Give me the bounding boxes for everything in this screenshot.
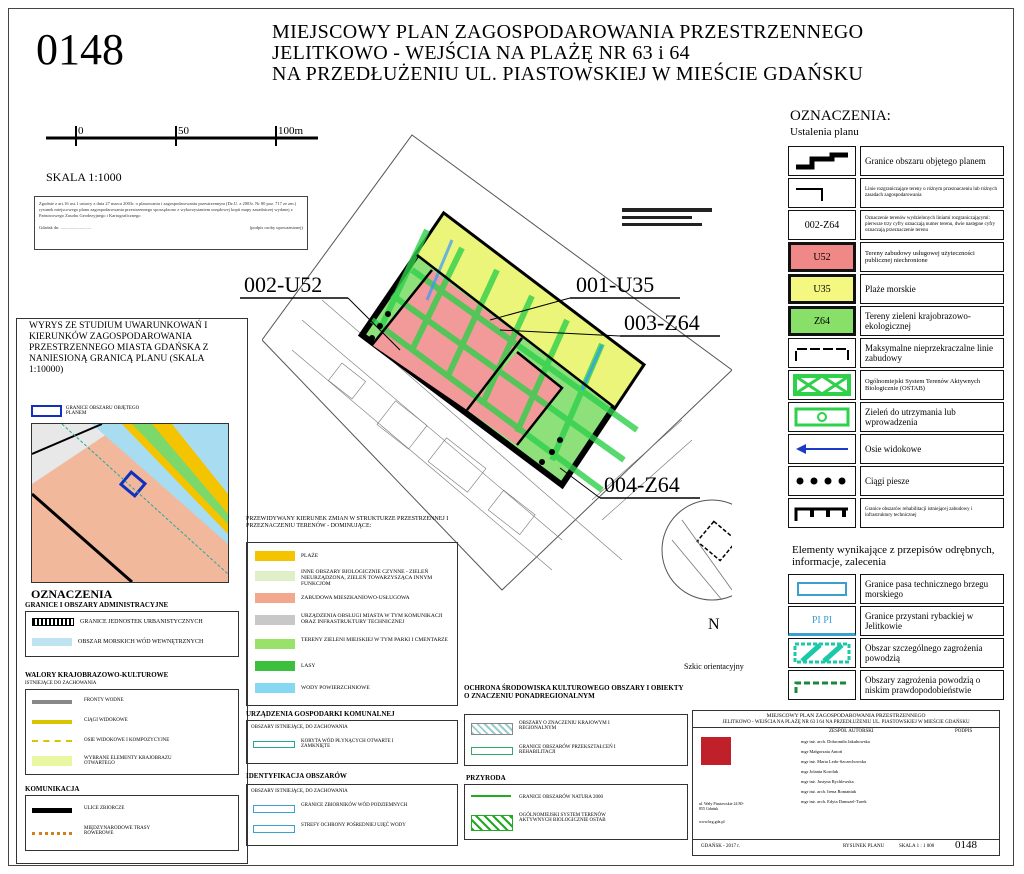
przyroda-item-2: OGÓLNOMIEJSKI SYSTEM TERENÓW AKTYWNYCH BIOLOGICZNIE OSTAB	[519, 813, 606, 823]
przyroda-title: PRZYRODA	[466, 774, 506, 782]
cl-swatch-0	[255, 551, 295, 561]
study-boundary-label: GRANICE OBSZARU OBJĘTEGO PLANEM	[65, 406, 140, 416]
stamp-footer-num: 0148	[955, 839, 977, 851]
title-line-1: MIEJSCOWY PLAN ZAGOSPODAROWANIA PRZESTRZENNEGO	[272, 21, 864, 43]
scale-tick-50: 50	[178, 125, 189, 137]
legend-row-1	[788, 178, 1004, 208]
ochr-item-1: OBSZARY O ZNACZENIU KRAJOWYM I REGIONALNYM	[519, 721, 610, 731]
title-line-2: JELITKOWO - WEJŚCIA NA PLAŻĘ NR 63 i 64	[272, 42, 690, 64]
legend-row-14	[788, 638, 1004, 668]
center-legend-box	[246, 542, 458, 706]
admin-item-1: GRANICE JEDNOSTEK URBANISTYCZNYCH	[80, 619, 203, 625]
zone-label-004-z64: 004-Z64	[604, 472, 680, 497]
orientation-sketch	[662, 500, 732, 600]
przyroda-swatch-1	[471, 795, 511, 803]
urz-box	[246, 720, 458, 764]
map-annotation-blocks	[622, 208, 712, 226]
legal-note-date: Gdańsk dn. ...........................	[39, 225, 91, 230]
legend-sym-1	[788, 178, 856, 208]
stamp-author-5: mgr inż. arch. Irena Romaniuk	[801, 789, 857, 794]
legend-sym-7	[788, 370, 856, 400]
study-kom-box	[25, 795, 239, 851]
legend-row-6	[788, 338, 1004, 368]
stamp-sign-head: PODPIS	[955, 729, 973, 734]
study-title: WYRYS ZE STUDIUM UWARUNKOWAŃ I KIERUNKÓW ZAGOSPODAROWANIA PRZESTRZENNEGO MIASTA GDAŃSKA Z NANIESIONĄ GRANICĄ PLANU (SKALA 1:10000)	[29, 321, 209, 375]
ochr-item-2: GRANICE OBSZARÓW PRZEKSZTAŁCEŃ I REHABILITACJI	[519, 745, 616, 755]
study-walory-sub: ISTNIEJĄCE DO ZACHOWANIA	[25, 681, 97, 686]
legend-label-7: Ogólnomiejski System Terenów Aktywnych Biologicznie (OSTAB)	[860, 370, 1004, 400]
ident-swatch-1	[253, 805, 295, 813]
legend-label-4: Plaże morskie	[860, 274, 1004, 304]
legend-label-10: Ciągi piesze	[860, 466, 1004, 496]
walory-swatch-4	[32, 756, 72, 766]
legend-sym-2: 002-Z64	[788, 210, 856, 240]
study-admin-title: GRANICE I OBSZARY ADMINISTRACYJNE	[25, 601, 169, 609]
ochr-swatch-1	[471, 723, 513, 735]
cl-swatch-4	[255, 639, 295, 649]
legend-label-11: Granice obszarów rehabilitacji istniejącej zabudowy i infrastruktury technicznej	[860, 498, 1004, 528]
legend-row-11	[788, 498, 1004, 528]
walory-item-1: FRONTY WODNE	[84, 698, 124, 703]
legend-label-13: Granice przystani rybackiej w Jelitkowie	[860, 606, 1004, 636]
cl-swatch-6	[255, 683, 295, 693]
stamp-author-0: mgr inż. arch. Dobromiła Jakubowska	[801, 739, 870, 744]
study-panel	[16, 318, 248, 864]
study-minimap	[31, 423, 229, 583]
plan-title	[272, 22, 863, 85]
przyroda-box	[464, 784, 688, 840]
study-boundary-legend	[31, 405, 151, 417]
legend-row-12	[788, 574, 1004, 604]
ochr-box	[464, 714, 688, 766]
stamp-web: www.brg.gda.pl	[699, 819, 725, 824]
stamp-footer-scale: SKALA 1 : 1 000	[899, 844, 935, 849]
legend-label-1: Linie rozgraniczające tereny o różnym przeznaczeniu lub różnych zasadach zagospodarowania	[860, 178, 1004, 208]
walory-swatch-1	[32, 700, 72, 704]
admin-item-2: OBSZAR MORSKICH WÓD WEWNĘTRZNYCH	[78, 639, 204, 645]
legend-row-13	[788, 606, 1004, 636]
stamp-author-1: mgr Małgorzata Antoń	[801, 749, 842, 754]
kom-item-2: MIĘDZYNARODOWE TRASY ROWEROWE	[84, 826, 150, 836]
north-arrow: N	[708, 616, 720, 633]
przyroda-swatch-2	[471, 815, 513, 831]
ochr-title: OCHRONA ŚRODOWISKA KULTUROWEGO OBSZARY I OBIEKTY O ZNACZENIU PONADREGIONALNYM	[464, 684, 684, 700]
legend-label-5: Tereny zieleni krajobrazowo-ekologicznej	[860, 306, 1004, 336]
walory-swatch-3	[32, 740, 72, 746]
cl-item-4: TERENY ZIELENI MIEJSKIEJ W TYM PARKI I CMENTARZE	[301, 637, 448, 643]
legend-label-6: Maksymalne nieprzekraczalne linie zabudowy	[860, 338, 1004, 368]
center-legend-title: PRZEWIDYWANY KIERUNEK ZMIAN W STRUKTURZE PRZESTRZENNEJ I PRZEZNACZENIU TERENÓW - DOMINUJĄCE:	[246, 516, 449, 529]
legend-row-5	[788, 306, 1004, 336]
title-line-3: NA PRZEDŁUŻENIU UL. PIASTOWSKIEJ W MIEŚCIE GDAŃSKU	[272, 63, 864, 85]
walory-swatch-2	[32, 720, 72, 724]
legend-label-14: Obszar szczególnego zagrożenia powodzią	[860, 638, 1004, 668]
legend-sym-9	[788, 434, 856, 464]
cl-item-5: LASY	[301, 663, 316, 669]
legend-row-0	[788, 146, 1004, 176]
legend-sym-5: Z64	[788, 306, 856, 336]
stamp-address: ul. Wały Piastowskie 24 80-855 Gdańsk	[699, 801, 744, 811]
cl-swatch-5	[255, 661, 295, 671]
scale-tick-100: 100m	[278, 125, 304, 137]
legend-row-15	[788, 670, 1004, 700]
stamp-author-2: mgr inż. Marta Ledo-Szczechowska	[801, 759, 866, 764]
scale-tick-0: 0	[78, 125, 84, 137]
legend-row-4	[788, 274, 1004, 304]
stamp-authors-head: ZESPÓŁ AUTORSKI	[829, 729, 874, 734]
cl-item-0: PLAŻE	[301, 553, 319, 559]
scale-label: SKALA 1:1000	[46, 170, 122, 184]
legend-sym-14	[788, 638, 856, 668]
cl-swatch-3	[255, 615, 295, 625]
plan-number: 0148	[36, 25, 124, 74]
right-legend-header: OZNACZENIA:	[790, 108, 891, 124]
legend-label-15: Obszary zagrożenia powodzią o niskim prawdopodobieństwie	[860, 670, 1004, 700]
legend-sym-3: U52	[788, 242, 856, 272]
study-kom-title: KOMUNIKACJA	[25, 785, 80, 793]
walory-item-2: CIĄGI WIDOKOWE	[84, 718, 128, 723]
admin-swatch-1	[32, 618, 74, 626]
przyroda-item-1: GRANICE OBSZARÓW NATURA 2000	[519, 795, 603, 800]
cl-swatch-2	[255, 593, 295, 603]
stamp-authors-list	[801, 737, 991, 807]
cl-item-1: INNE OBSZARY BIOLOGICZNIE CZYNNE - ZIELEŃ NIEURZĄDZONA, ZIELEŃ TOWARZYSZĄCA INNYM FUNKCJOM	[301, 569, 433, 587]
admin-swatch-2	[32, 638, 72, 646]
study-walory-title: WALORY KRAJOBRAZOWO-KULTUROWE	[25, 671, 169, 679]
ident-item-2: STREFY OCHRONY POŚREDNIEJ UJĘĆ WODY	[301, 823, 406, 828]
urz-swatch	[253, 741, 295, 748]
kom-swatch-2	[32, 832, 72, 839]
title-stamp	[692, 710, 1000, 856]
legend-sym-6	[788, 338, 856, 368]
ident-item-1: GRANICE ZBIORNIKÓW WÓD PODZIEMNYCH	[301, 803, 408, 808]
cl-item-2: ZABUDOWA MIESZKANIOWO-USŁUGOWA	[301, 595, 410, 601]
stamp-line-2: JELITKOWO - WEJŚCIA NA PLAŻĘ NR 63 I 64 NA PRZEDŁUŻENIU UL. PIASTOWSKIEJ W MIEŚCIE GDAŃSKU	[722, 720, 970, 725]
legend-row-9	[788, 434, 1004, 464]
legend-sym-13: PI PI	[788, 606, 856, 636]
zone-label-002-u52: 002-U52	[244, 272, 323, 297]
ochr-swatch-2	[471, 747, 513, 755]
zone-label-003-z64: 003-Z64	[624, 310, 700, 335]
zone-label-001-u35: 001-U35	[576, 272, 655, 297]
ident-sub: OBSZARY ISTNIEJĄCE, DO ZACHOWANIA	[251, 789, 348, 794]
legend-sym-0	[788, 146, 856, 176]
cl-item-3: URZĄDZENIA OBSŁUGI MIASTA W TYM KOMUNIKACJI ORAZ INFRASTRUKTURY TECHNICZNEJ	[301, 613, 443, 625]
stamp-author-3: mgr Jolanta Koroluk	[801, 769, 839, 774]
walory-item-4: WYBRANE ELEMENTY KRAJOBRAZU OTWARTEGO	[84, 756, 172, 766]
right-legend-sub1: Ustalenia planu	[790, 126, 859, 138]
kom-item-1: ULICE ZBIORCZE	[84, 806, 125, 811]
legend-label-12: Granice pasa technicznego brzegu morskiego	[860, 574, 1004, 604]
legend-label-2: Oznaczenie terenów wydzielonych liniami rozgraniczającymi: pierwsze trzy cyfry oznaczają numer terenu, dwie następne cyfry oznaczają przeznaczenie terenu	[860, 210, 1004, 240]
kom-swatch-1	[32, 808, 72, 813]
ident-swatch-2	[253, 825, 295, 833]
legend-row-8	[788, 402, 1004, 432]
ident-title: IDENTYFIKACJA OBSZARÓW	[246, 772, 347, 780]
legend-sym-15	[788, 670, 856, 700]
boundary-swatch	[31, 405, 62, 417]
legend-sym-11	[788, 498, 856, 528]
orientation-label: Szkic orientacyjny	[684, 662, 744, 671]
urz-item: KORYTA WÓD PŁYNĄCYCH OTWARTE I ZAMKNIĘTE	[301, 739, 394, 749]
cl-swatch-1	[255, 571, 295, 581]
study-admin-box	[25, 611, 239, 657]
legend-row-3	[788, 242, 1004, 272]
legend-sym-12	[788, 574, 856, 604]
stamp-line-1: MIEJSCOWY PLAN ZAGOSPODAROWANIA PRZESTRZENNEGO	[766, 713, 926, 719]
stamp-footer-mid: RYSUNEK PLANU	[843, 844, 885, 849]
stamp-author-6: mgr inż. arch. Edyta Damszel-Turek	[801, 799, 867, 804]
city-logo	[701, 737, 731, 765]
cl-item-6: WODY POWIERZCHNIOWE	[301, 685, 370, 691]
urz-sub: OBSZARY ISTNIEJĄCE, DO ZACHOWANIA	[251, 725, 348, 730]
legend-label-9: Osie widokowe	[860, 434, 1004, 464]
legal-note-sign: (podpis osoby upoważnionej)	[249, 225, 303, 230]
legal-note-text: Zgodnie z art.16 ust.1 ustawy z dnia 27 marca 2003r. o planowaniu i zagospodarowaniu przestrzennym (Dz.U. z 2003r. Nr 80 poz. 717 ze zm.) rysunek miejscowego planu zagospodarowania przestrzennego sporządzono z wykorzystaniem urzędowej kopii mapy zasadniczej wydanej z Państwowego Zasobu Geodezyjnego i Kartograficznego	[39, 201, 297, 218]
ident-box	[246, 784, 458, 846]
stamp-footer-left: GDAŃSK - 2017 r.	[701, 844, 740, 849]
legend-label-0: Granice obszaru objętego planem	[860, 146, 1004, 176]
legend-sym-4: U35	[788, 274, 856, 304]
stamp-author-4: mgr inż. Justyna Rychlewska	[801, 779, 854, 784]
right-legend-sub2: Elementy wynikające z przepisów odrębnych, informacje, zalecenia	[792, 544, 995, 568]
legend-row-7	[788, 370, 1004, 400]
legend-row-10	[788, 466, 1004, 496]
legend-row-2	[788, 210, 1004, 240]
legend-label-8: Zieleń do utrzymania lub wprowadzenia	[860, 402, 1004, 432]
legend-label-3: Tereny zabudowy usługowej użyteczności publicznej niechronione	[860, 242, 1004, 272]
urz-title: URZĄDZENIA GOSPODARKI KOMUNALNEJ	[246, 710, 395, 718]
legend-sym-8	[788, 402, 856, 432]
walory-item-3: OSIE WIDOKOWE I KOMPOZYCYJNE	[84, 738, 170, 743]
study-ozn-heading: OZNACZENIA	[31, 587, 113, 601]
study-walory-box	[25, 689, 239, 775]
legend-sym-10	[788, 466, 856, 496]
